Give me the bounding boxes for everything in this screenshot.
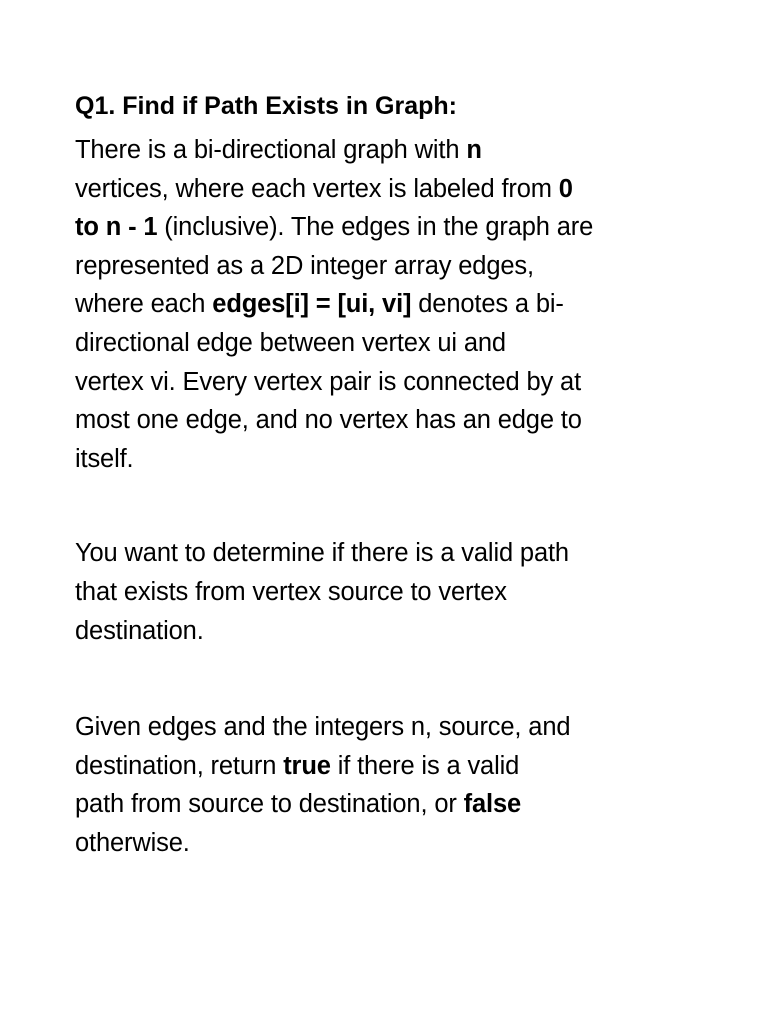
text-run: path from source to destination, or	[75, 790, 464, 819]
bold-term-range: to n - 1	[75, 213, 158, 242]
text-line	[75, 285, 715, 324]
problem-description-paragraph	[75, 131, 715, 478]
bold-term-n: n	[466, 136, 482, 164]
text-run: vertices, where each vertex is labeled from	[75, 174, 559, 203]
text-run: where each	[75, 290, 213, 319]
text-line: destination.	[75, 616, 204, 645]
text-line: You want to determine if there is a valid path	[75, 539, 569, 568]
bold-term-zero: 0	[558, 174, 573, 203]
text-line	[75, 785, 715, 824]
paragraph-spacer	[75, 650, 715, 708]
text-line: Given edges and the integers n, source, and	[75, 713, 571, 742]
text-run: There is a bi-directional graph with	[75, 136, 467, 164]
paragraph-spacer	[75, 478, 715, 534]
text-run: denotes a bi-	[411, 290, 564, 319]
text-line	[75, 170, 715, 209]
text-line: that exists from vertex source to vertex	[75, 577, 507, 606]
text-line: most one edge, and no vertex has an edge to	[75, 406, 582, 435]
text-run: destination, return	[75, 751, 284, 780]
text-line: otherwise.	[75, 828, 190, 857]
bold-term-edges: edges[i] = [ui, vi]	[212, 290, 412, 319]
document-page	[75, 88, 715, 863]
text-line	[75, 208, 715, 247]
bold-term-false: false	[463, 790, 522, 819]
text-line: itself.	[75, 444, 134, 473]
text-run: (inclusive). The edges in the graph are	[157, 213, 594, 242]
bold-term-true: true	[283, 751, 331, 780]
text-line	[75, 131, 715, 170]
text-line: directional edge between vertex ui and	[75, 328, 506, 357]
text-line	[75, 747, 715, 786]
goal-paragraph	[75, 534, 715, 650]
text-line: vertex vi. Every vertex pair is connected by at	[75, 367, 582, 396]
question-title: Q1. Find if Path Exists in Graph:	[75, 92, 457, 120]
text-run: if there is a valid	[330, 751, 520, 780]
return-paragraph	[75, 708, 715, 862]
text-line: represented as a 2D integer array edges,	[75, 251, 534, 280]
